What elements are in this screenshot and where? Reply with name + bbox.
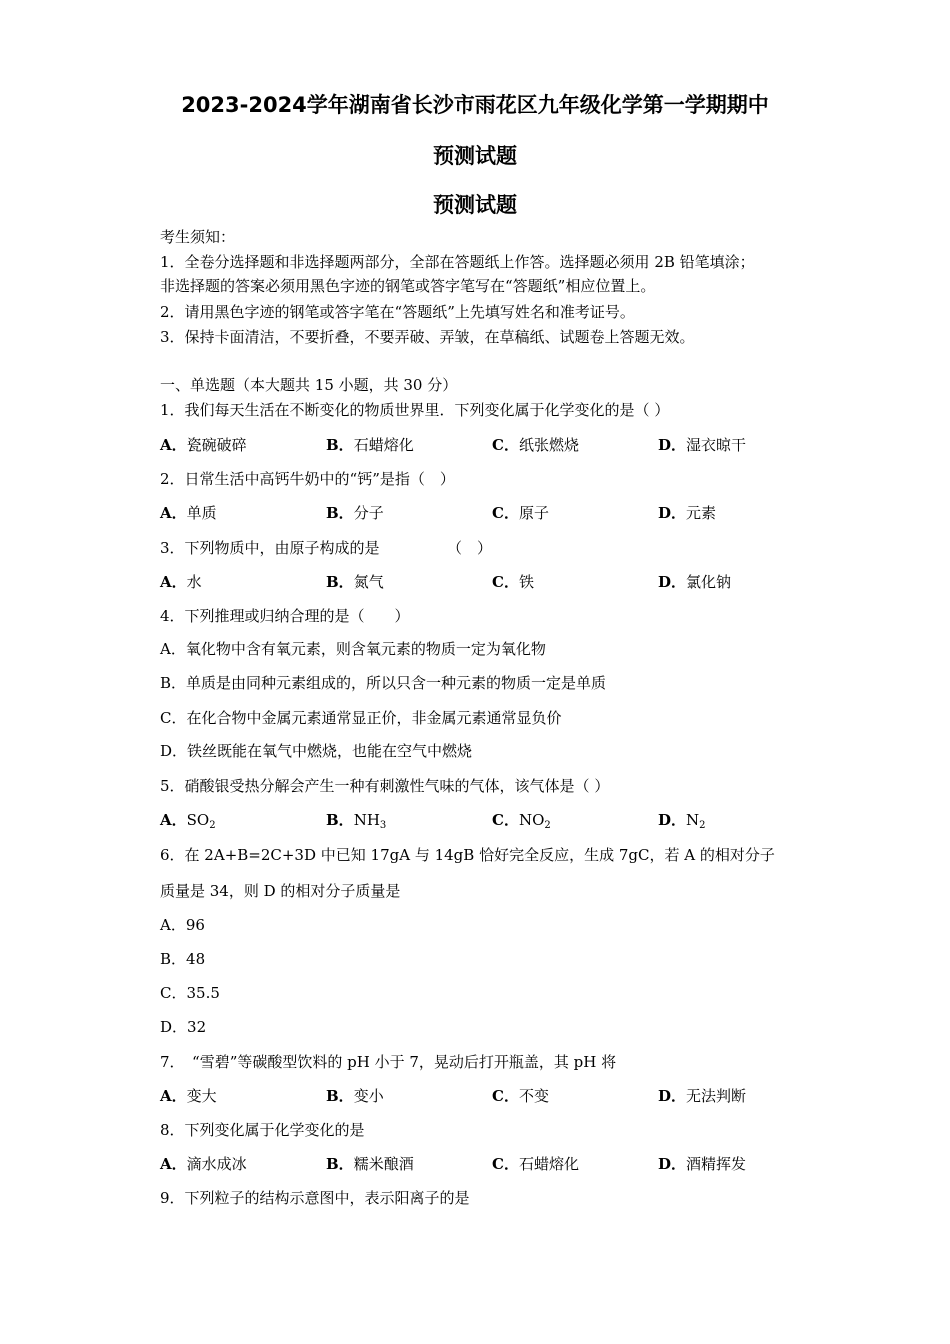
q7-option-c: C．不变 [492,1087,549,1105]
q4-option-b: B．单质是由同种元素组成的，所以只含一种元素的物质一定是单质 [160,674,607,692]
question-3-stem: 3．下列物质中，由原子构成的是 （ ） [160,539,493,557]
q5-option-a: A．$SO_2$ [160,811,216,831]
q3-option-c: C．铁 [492,573,534,591]
q6-option-b: B．48 [160,950,206,968]
exam-title-line3: 预测试题 [433,193,517,217]
question-6-stem-line2: 质量是 34，则 D 的相对分子质量是 [160,882,401,900]
q2-option-c: C．原子 [492,504,549,522]
q3-option-b: B．氮气 [326,573,384,591]
question-8-stem: 8．下列变化属于化学变化的是 [160,1121,365,1139]
q2-option-b: B．分子 [326,504,384,522]
q6-option-a: A．96 [160,916,205,934]
q1-option-a: A．瓷碗破碎 [160,436,247,454]
notice-line-4: 3．保持卡面清洁，不要折叠，不要弄破、弄皱，在草稿纸、试题卷上答题无效。 [160,328,695,346]
q8-option-a: A．滴水成冰 [160,1155,247,1173]
q4-option-c: C．在化合物中金属元素通常显正价，非金属元素通常显负价 [160,709,562,727]
question-6-stem-line1: 6．在 2A+B=2C+3D 中已知 17gA 与 14gB 恰好完全反应，生成 7gC，若 A 的相对分子 [160,846,775,864]
q3-option-a: A．水 [160,573,202,591]
q6-option-c: C．35.5 [160,984,220,1002]
q7-option-b: B．变小 [326,1087,384,1105]
q8-option-c: C．石蜡熔化 [492,1155,579,1173]
exam-title-line1: 2023-2024学年湖南省长沙市雨花区九年级化学第一学期期中 [181,93,769,117]
q1-option-b: B．石蜡熔化 [326,436,414,454]
q7-option-a: A．变大 [160,1087,217,1105]
q1-option-d: D．湿衣晾干 [658,436,747,454]
q4-option-a: A．氧化物中含有氧元素，则含氧元素的物质一定为氧化物 [160,640,546,658]
q3-option-d: D．氯化钠 [658,573,732,591]
notice-line-3: 2．请用黑色字迹的钢笔或答字笔在“答题纸”上先填写姓名和准考证号。 [160,303,635,321]
q8-option-b: B．糯米酿酒 [326,1155,414,1173]
q5-option-b: B．$NH_3$ [326,811,387,831]
question-7-stem: 7． “雪碧”等碳酸型饮料的 pH 小于 7，晃动后打开瓶盖，其 pH 将 [160,1053,617,1071]
q1-option-c: C．纸张燃烧 [492,436,579,454]
q6-option-d: D．32 [160,1018,207,1036]
question-4-stem: 4．下列推理或归纳合理的是（ ） [160,607,410,625]
q4-option-d: D．铁丝既能在氧气中燃烧，也能在空气中燃烧 [160,742,473,760]
notice-heading: 考生须知： [160,228,236,246]
question-9-stem: 9．下列粒子的结构示意图中，表示阳离子的是 [160,1189,470,1207]
q7-option-d: D．无法判断 [658,1087,747,1105]
notice-line-2: 非选择题的答案必须用黑色字迹的钢笔或答字笔写在“答题纸”相应位置上。 [160,277,656,295]
question-1-stem: 1．我们每天生活在不断变化的物质世界里．下列变化属于化学变化的是（ ） [160,401,670,419]
question-2-stem: 2．日常生活中高钙牛奶中的“钙”是指（ ） [160,470,455,488]
exam-title-line2: 预测试题 [433,144,517,168]
q2-option-a: A．单质 [160,504,217,522]
q8-option-d: D．酒精挥发 [658,1155,747,1173]
notice-line-1: 1．全卷分选择题和非选择题两部分，全部在答题纸上作答。选择题必须用 2B 铅笔填涂； [160,253,755,271]
section-heading: 一、单选题（本大题共 15 小题，共 30 分） [160,376,458,394]
q5-option-c: C．$NO_2$ [492,811,551,831]
q5-option-d: D．$N_2$ [658,811,706,831]
question-5-stem: 5．硝酸银受热分解会产生一种有刺激性气味的气体，该气体是（ ） [160,777,610,795]
q2-option-d: D．元素 [658,504,717,522]
